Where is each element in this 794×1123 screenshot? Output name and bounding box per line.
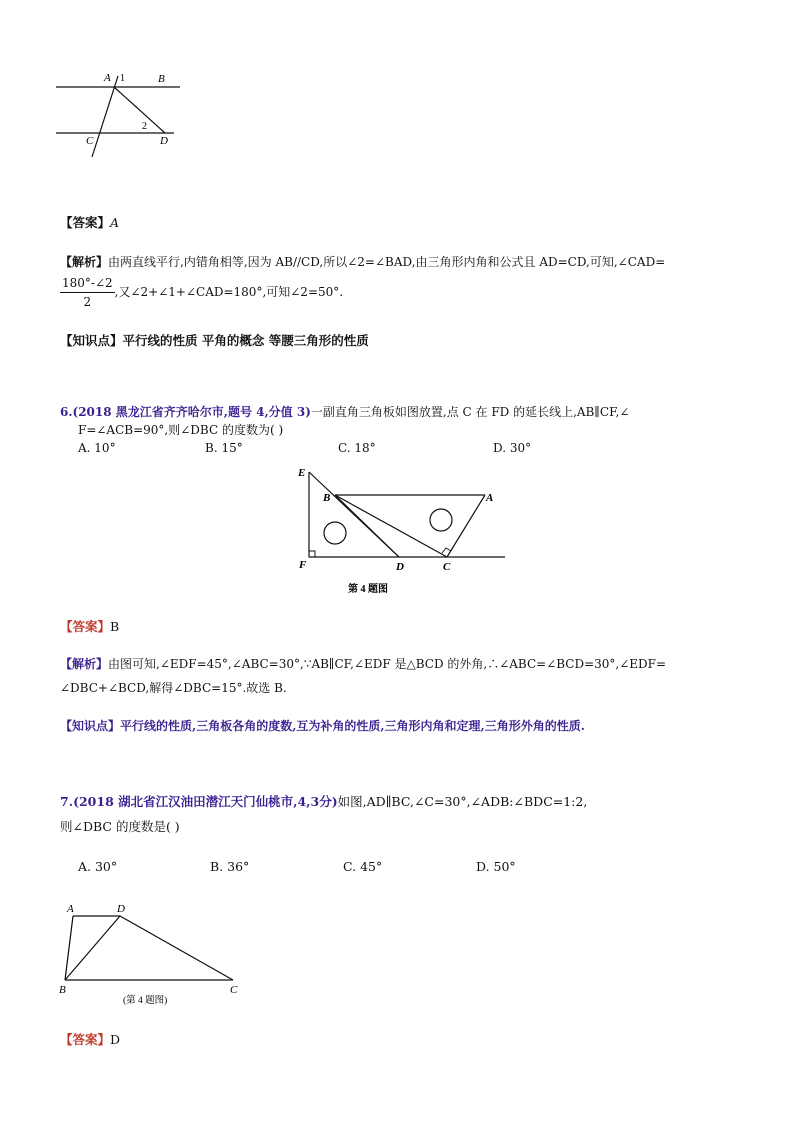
label-e: E: [298, 467, 306, 479]
q7-option-b: B. 36°: [210, 859, 250, 874]
answer-value: D: [110, 1032, 121, 1047]
label-a: A: [67, 903, 74, 915]
q6-option-b: B. 15°: [205, 441, 243, 455]
q6-answer: [60, 618, 119, 636]
segment-bd: [335, 495, 399, 557]
question-source: (2018 黑龙江省齐齐哈尔市,题号 4,分值 3): [72, 405, 311, 419]
segment-dc: [120, 916, 233, 980]
q5-figure: [50, 66, 190, 162]
label-angle-2: 2: [142, 121, 147, 132]
label-d: D: [160, 135, 168, 147]
q6-knowledge: [60, 717, 585, 735]
question-number: 7.: [60, 794, 74, 809]
label-a: A: [104, 72, 111, 84]
q7-option-d: D. 50°: [476, 859, 516, 874]
q6-figure: [295, 462, 510, 602]
segment-bd: [65, 916, 120, 980]
segment-ad: [114, 87, 165, 133]
knowledge-tag: 【知识点】: [60, 719, 121, 733]
analysis-tag: 【解析】: [60, 657, 109, 671]
knowledge-tag: 【知识点】: [60, 333, 123, 348]
q5-answer: [60, 214, 119, 232]
question-text: 如图,AD∥BC,∠C=30°,∠ADB:∠BDC=1:2,: [337, 794, 588, 809]
label-d: D: [396, 561, 404, 573]
q5-knowledge: [60, 332, 369, 350]
label-d: D: [117, 903, 125, 915]
question-text: 一副直角三角板如图放置,点 C 在 FD 的延长线上,AB∥CF,∠: [310, 405, 630, 419]
answer-value: A: [110, 215, 120, 230]
q6-stem-line1: [60, 403, 629, 421]
answer-tag: 【答案】: [60, 215, 111, 230]
analysis-tag: 【解析】: [60, 255, 109, 269]
analysis-text-cont: ,又∠2+∠1+∠CAD=180°,可知∠2=50°.: [114, 285, 344, 299]
answer-tag: 【答案】: [60, 619, 111, 634]
hole-right: [430, 509, 452, 531]
fraction-numerator: 180°-∠2: [60, 274, 115, 293]
label-c: C: [230, 984, 238, 996]
label-angle-1: 1: [120, 73, 125, 84]
segment-ac: [447, 495, 485, 557]
hole-left: [324, 522, 346, 544]
q6-analysis-line1: [60, 655, 666, 673]
figure-caption: (第 4 题图): [123, 996, 168, 1006]
q6-option-d: D. 30°: [493, 441, 532, 455]
answer-tag: 【答案】: [60, 1032, 111, 1047]
knowledge-text: 平行线的性质 平角的概念 等腰三角形的性质: [122, 333, 369, 348]
segment-bc: [335, 495, 447, 557]
label-b: B: [323, 492, 331, 504]
analysis-text: 由两直线平行,内错角相等,因为 AB//CD,所以∠2=∠BAD,由三角形内角和公式且 AD=CD,可知,∠CAD=: [108, 255, 666, 269]
q7-option-a: A. 30°: [78, 859, 118, 874]
knowledge-text: 平行线的性质,三角板各角的度数,互为补角的性质,三角形内角和定理,三角形外角的性质.: [120, 719, 585, 733]
q7-stem-line2: 则∠DBC 的度数是( ): [60, 819, 180, 834]
q7-answer: [60, 1031, 120, 1049]
right-angle-f: [309, 551, 315, 557]
label-c: C: [443, 561, 451, 573]
figure-caption: 第 4 题图: [348, 584, 388, 595]
q7-figure: [55, 898, 250, 1010]
label-b: B: [158, 73, 165, 85]
q7-stem-line1: [60, 793, 587, 811]
fraction-denominator: 2: [83, 295, 92, 309]
answer-value: B: [110, 619, 120, 634]
q5-analysis-line1: [60, 253, 665, 271]
question-number: 6.: [60, 405, 73, 419]
question-source: (2018 湖北省江汉油田潜江天门仙桃市,4,3分): [73, 794, 338, 809]
q5-analysis-line2: [60, 274, 343, 311]
label-b: B: [59, 984, 66, 996]
label-a: A: [486, 492, 494, 504]
q6-option-a: A. 10°: [78, 441, 116, 455]
q7-option-c: C. 45°: [343, 859, 383, 874]
analysis-text: 由图可知,∠EDF=45°,∠ABC=30°,∵AB∥CF,∠EDF 是△BCD 的外角,∴∠ABC=∠BCD=30°,∠EDF=: [108, 657, 667, 671]
fraction: [60, 274, 115, 311]
label-f: F: [299, 559, 307, 571]
q6-stem-line2: F=∠ACB=90°,则∠DBC 的度数为( ): [78, 423, 284, 437]
q6-analysis-line2: ∠DBC+∠BCD,解得∠DBC=15°.故选 B.: [60, 681, 287, 695]
q6-option-c: C. 18°: [338, 441, 376, 455]
transversal-ac: [92, 76, 118, 157]
segment-ab: [65, 916, 73, 980]
label-c: C: [86, 135, 94, 147]
